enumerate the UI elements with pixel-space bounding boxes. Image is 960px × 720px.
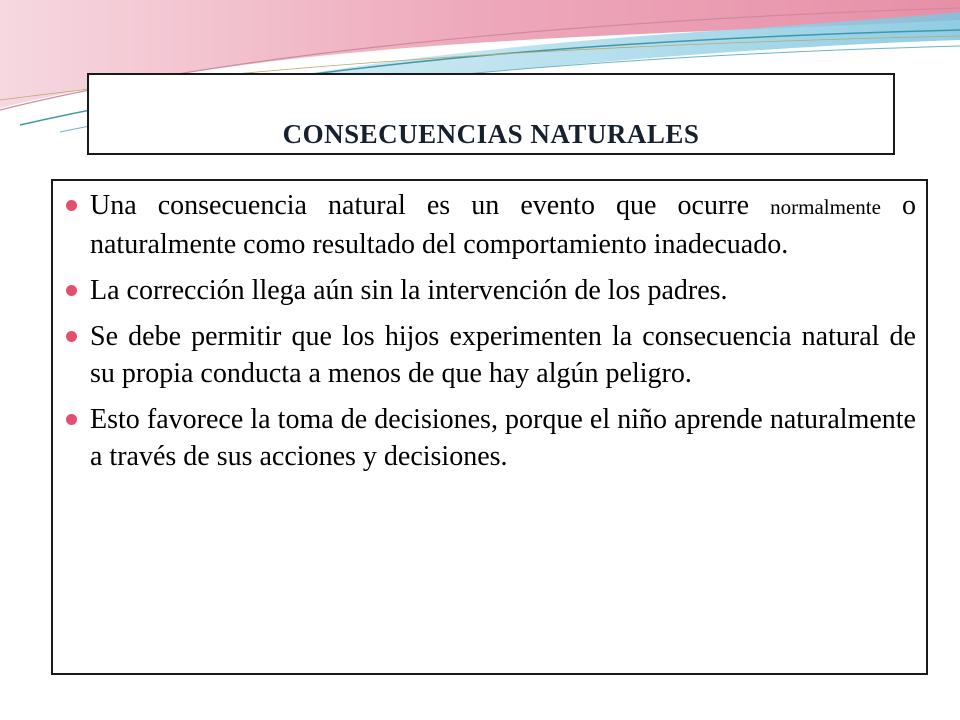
bullet-text — [90, 190, 916, 260]
bullet-text-part: Una consecuencia natural es un evento que ocurre — [90, 190, 771, 221]
bullet-item — [53, 272, 916, 309]
content-box — [51, 179, 928, 675]
bullet-text: Esto favorece la toma de decisiones, porque el niño aprende naturalmente a través de sus acciones y decisiones. — [90, 404, 916, 472]
bullet-dot-icon — [66, 331, 77, 342]
bullet-text-part: o naturalmente como resultado del comportamiento inadecuado. — [90, 190, 916, 260]
bullet-text-small: normalmente — [770, 195, 881, 219]
bullet-dot-icon — [66, 200, 77, 211]
bullet-dot-icon — [66, 414, 77, 425]
bullet-item — [53, 401, 916, 475]
bullet-text: La corrección llega aún sin la intervención de los padres. — [90, 275, 728, 306]
bullet-text: Se debe permitir que los hijos experimenten la consecuencia natural de su propia conducta a menos de que hay algún peligro. — [90, 321, 916, 389]
title-box — [87, 73, 895, 155]
bullet-item — [53, 318, 916, 392]
bullet-item — [53, 187, 916, 263]
slide-title: CONSECUENCIAS NATURALES — [282, 119, 700, 149]
bullet-dot-icon — [66, 285, 77, 296]
bullet-list — [53, 187, 916, 484]
